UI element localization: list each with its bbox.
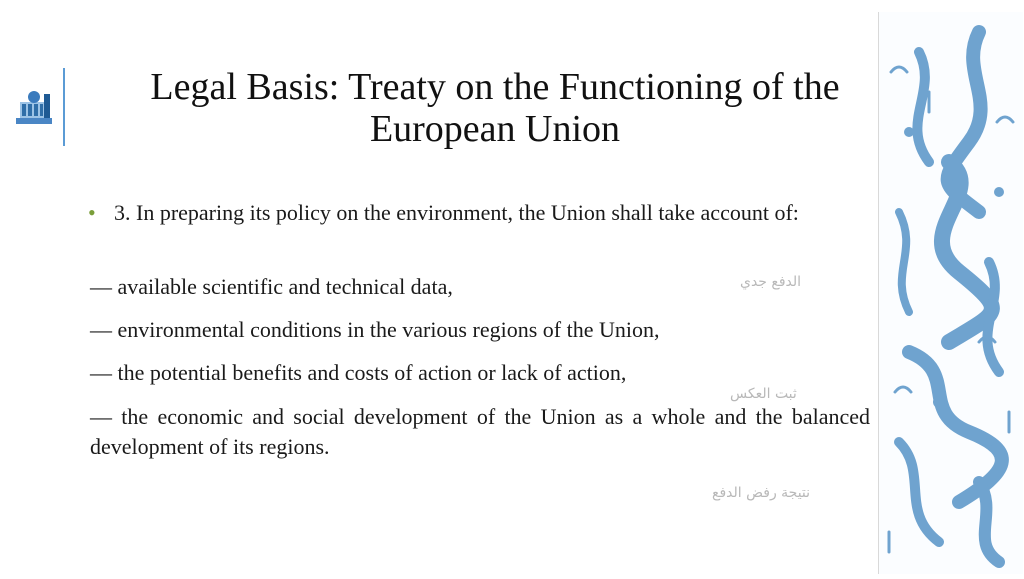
watermark-text: ثبت العكس: [730, 386, 797, 402]
bullet-item: [88, 198, 870, 228]
arabic-calligraphy-icon: [879, 12, 1023, 574]
watermark-text: نتيجة رفض الدفع: [712, 485, 811, 501]
calligraphy-panel: [878, 12, 1023, 574]
bullet-text: 3. In preparing its policy on the environment, the Union shall take account of:: [114, 200, 799, 225]
title-line-2: European Union: [369, 108, 621, 150]
bullet-marker: •: [88, 200, 96, 225]
slide-title: [90, 66, 900, 150]
list-item: — environmental conditions in the various regions of the Union,: [90, 317, 660, 342]
list-item: — available scientific and technical data,: [90, 274, 453, 299]
university-building-icon: [14, 88, 54, 128]
title-divider: [63, 68, 65, 146]
list-item: — the economic and social development of the Union as a whole and the balanced development of its regions.: [90, 404, 870, 459]
watermark-text: الدفع جدي: [740, 274, 802, 290]
list-item: — the potential benefits and costs of action or lack of action,: [90, 360, 627, 385]
title-line-1: Legal Basis: Treaty on the Functioning of the: [150, 66, 840, 108]
